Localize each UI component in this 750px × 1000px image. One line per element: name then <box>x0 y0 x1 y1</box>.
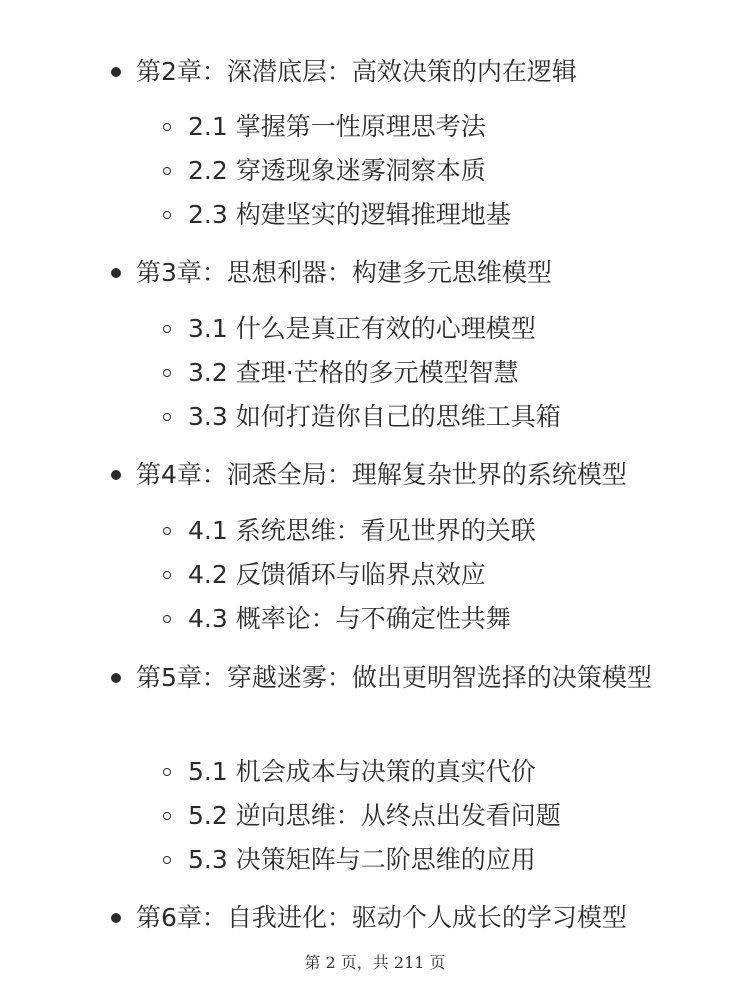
section-item <box>0 395 750 439</box>
chapter-title: 第5章：穿越迷雾：做出更明智选择的决策模型 <box>136 663 652 692</box>
section-item <box>0 351 750 395</box>
section-item <box>0 553 750 597</box>
chapter-heading <box>0 899 750 936</box>
hollow-circle-icon <box>163 413 171 421</box>
chapter-title: 第6章：自我进化：驱动个人成长的学习模型 <box>136 903 627 932</box>
section-item <box>0 838 750 882</box>
bullet-dot-icon <box>111 268 121 278</box>
chapter-title: 第3章：思想利器：构建多元思维模型 <box>136 258 552 287</box>
section-list <box>0 307 750 439</box>
section-title: 5.2 逆向思维：从终点出发看问题 <box>188 801 561 830</box>
bullet-dot-icon <box>111 673 121 683</box>
chapter-title: 第4章：洞悉全局：理解复杂世界的系统模型 <box>136 460 627 489</box>
hollow-circle-icon <box>163 571 171 579</box>
hollow-circle-icon <box>163 812 171 820</box>
hollow-circle-icon <box>163 123 171 131</box>
section-title: 3.3 如何打造你自己的思维工具箱 <box>188 402 561 431</box>
section-item <box>0 509 750 553</box>
chapter-heading <box>0 53 750 90</box>
section-title: 2.2 穿透现象迷雾洞察本质 <box>188 156 486 185</box>
hollow-circle-icon <box>163 768 171 776</box>
chapter-heading <box>0 254 750 291</box>
section-item <box>0 149 750 193</box>
hollow-circle-icon <box>163 856 171 864</box>
section-list <box>0 105 750 237</box>
chapter-title: 第2章：深潜底层：高效决策的内在逻辑 <box>136 57 577 86</box>
page-number-footer: 第 2 页，共 211 页 <box>304 953 446 972</box>
section-title: 5.1 机会成本与决策的真实代价 <box>188 757 536 786</box>
section-item <box>0 597 750 641</box>
section-title: 3.1 什么是真正有效的心理模型 <box>188 314 536 343</box>
chapter-heading <box>0 659 750 696</box>
section-item <box>0 750 750 794</box>
section-list <box>0 509 750 641</box>
section-item <box>0 794 750 838</box>
hollow-circle-icon <box>163 369 171 377</box>
section-title: 4.2 反馈循环与临界点效应 <box>188 560 486 589</box>
section-title: 4.1 系统思维：看见世界的关联 <box>188 516 536 545</box>
hollow-circle-icon <box>163 167 171 175</box>
hollow-circle-icon <box>163 527 171 535</box>
bullet-dot-icon <box>111 913 121 923</box>
bullet-dot-icon <box>111 470 121 480</box>
section-item <box>0 307 750 351</box>
section-item <box>0 105 750 149</box>
section-title: 5.3 决策矩阵与二阶思维的应用 <box>188 845 536 874</box>
bullet-dot-icon <box>111 67 121 77</box>
chapter-heading <box>0 456 750 493</box>
section-title: 4.3 概率论：与不确定性共舞 <box>188 604 511 633</box>
hollow-circle-icon <box>163 615 171 623</box>
section-title: 3.2 查理·芒格的多元模型智慧 <box>188 358 519 387</box>
section-list <box>0 750 750 882</box>
section-item <box>0 193 750 237</box>
hollow-circle-icon <box>163 211 171 219</box>
section-title: 2.1 掌握第一性原理思考法 <box>188 112 486 141</box>
section-title: 2.3 构建坚实的逻辑推理地基 <box>188 200 511 229</box>
hollow-circle-icon <box>163 325 171 333</box>
